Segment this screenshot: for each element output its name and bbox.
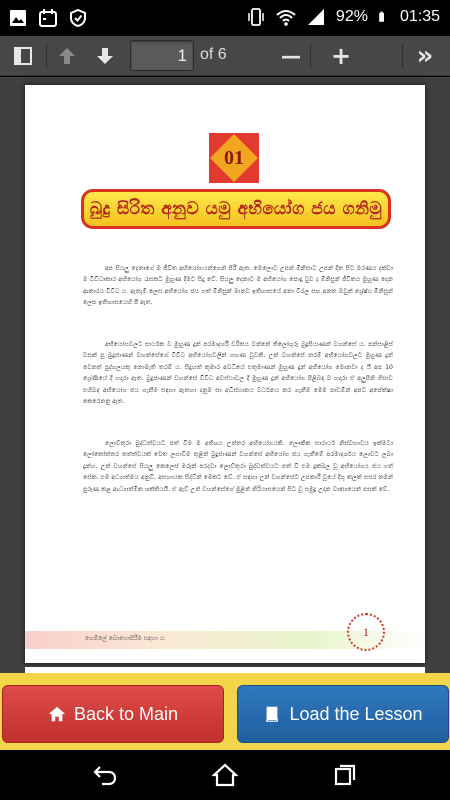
next-page-button[interactable] bbox=[88, 40, 122, 72]
home-icon bbox=[48, 705, 66, 723]
more-tools-button[interactable]: » bbox=[416, 41, 434, 71]
arrow-up-icon bbox=[57, 46, 77, 66]
sidebar-toggle-button[interactable] bbox=[6, 40, 40, 72]
toolbar-separator bbox=[310, 44, 311, 68]
paragraph: ලොව්තුරා බුද්ධත්වයට පත් වීම ම අතිශය උත්තර අභියෝගයකි. ලෞකික සාරාර්ථ නිස්වභාවය ඉක්මවා ලෝකෝත්තර තත්ත්වයක් වෙත ලගාවීම තුළින් බුදුජාණන් වහන්සේ අභියෝග ජය ගැනීමේ පරමාදර්ශය ලොවට ලබා දුන්හ. උන් වහන්සේ සියලු කෙලෙස් මරුන් පරදවා ලොව්තුරා බුද්ධත්වයට පත් වී එම දුක්ඛල වූ අභියෝගය ජය ගත් සේක. එම අධ්‍යාත්මය අනුවී, අසහායක සිද්ධීන් මෙකට වේ. ඒ සඳහා උන් වහන්සේට උපකාරී වූයේ දිගු කලක් සසර තමන් පුරුණ කළ ආධ්‍යාත්මික ශක්තියයි. ඒ ඇව් උන් වහන්සේගේ මුළින් නිරියාසයෙන් සිට වූ සමුදු උදාන වාක්‍යයෙන් පසක් වේ. bbox=[83, 440, 393, 493]
shield-icon bbox=[68, 8, 88, 28]
battery-percent: 92% bbox=[335, 8, 368, 25]
toolbar-separator bbox=[402, 44, 403, 68]
clock: 01:35 bbox=[399, 8, 440, 25]
photo-icon bbox=[8, 8, 28, 28]
notification-icons bbox=[8, 8, 88, 28]
paragraph: අප සියලු දෙනාගේ ම ජීවිත අභියෝගයන්ගෙන් පිරී ඇත. මෙලොව උපන් මිනිසාට උපන් දින සිට මරණය දක්වා ම විවිධාකාර අභියෝග රැසකට මුහුණ දීමට සිදු වේ. සියලු දෙනාට ම අභියෝග පොදු වුව ද මිනිසුන් ජීවිතය මුහුණ දෙන ආකාරය විවිධ ය. ඇතැම් ලෙස අභියෝග ජය ගත් මිනිසුන් මානව ඉතිහාසයේ අනා විරල සහ අනත ඔවුන් ශ්‍රේෂ්ඨ මිනිසුන් ලෙස ඉතිහාසයෙහි පී ඇත. bbox=[83, 265, 393, 307]
system-icons bbox=[246, 7, 440, 27]
footer-text: හෙම්ලේ බොහොපිරීම සඳහා ය. bbox=[85, 635, 166, 642]
lesson-number-badge bbox=[209, 133, 259, 183]
back-to-main-label: Back to Main bbox=[73, 703, 179, 724]
toolbar-separator bbox=[46, 44, 47, 68]
home-nav-icon bbox=[212, 763, 238, 787]
previous-page-button[interactable] bbox=[50, 40, 84, 72]
pdf-toolbar bbox=[0, 36, 450, 76]
back-icon bbox=[92, 764, 118, 786]
page-number-input[interactable]: 1 bbox=[130, 40, 194, 71]
home-nav-button[interactable] bbox=[210, 760, 240, 790]
navigation-bar bbox=[0, 750, 450, 800]
battery-icon bbox=[378, 7, 390, 27]
pdf-page bbox=[25, 85, 425, 663]
recents-icon bbox=[333, 763, 357, 787]
sidebar-icon bbox=[13, 46, 33, 66]
load-lesson-label: Load the Lesson bbox=[289, 703, 423, 724]
lesson-title: බුදු සිරිත අනුව යමු අභියෝග ජය ගනිමු bbox=[81, 189, 391, 229]
paragraph: අභියෝගවලට සාර්ථක ව මුහුණ දුන් පරමාදර්ශී චරිතය වන්නේ තිලෝගුරු බුදුපියාණන් වහන්සේ ය. පන්සාළිස් වසක් පු බුදුජාණන් වහන්සේගේ විවිධ අභියෝගවලින් ගහණ වූවකි. උන් වහන්සේ තරම් අභියෝගවලට මුහුණ දුන් වෙනත් පුද්ගලයකු නොමැති තරම් ය. සිදුහත් කුමාර අවධියේ එතුමාණන් මුහුණ දුන් අභියෝග මොනවා ද යි අප 10 ශ්‍රේණියේ දී හදාරා ඇත. බුදුජාණන් වහන්සේ විවිධ අවස්ථාවල දී මුහුණ දුන් අභියෝග පිළිබඳ ව හදාරා ඒ අලුපිනි ගිසාව එහිබඳ අභියෝග ජය ගැනීම සඳහා ඇතහා දනුම සා අධිස්ඨානය වර්ධනය කර ගැනීම මෙම පාඩමින් අපට අපේක්ෂා කෙරෙනනු ඇත. bbox=[83, 341, 393, 406]
back-nav-button[interactable] bbox=[90, 760, 120, 790]
zoom-in-button[interactable]: + bbox=[330, 42, 352, 70]
status-bar bbox=[0, 0, 450, 36]
footer-page-number: 1 bbox=[363, 625, 369, 639]
calendar-icon bbox=[38, 8, 58, 28]
page-count-label: of 6 bbox=[200, 46, 227, 63]
back-to-main-button[interactable] bbox=[2, 685, 224, 743]
wifi-icon bbox=[276, 7, 296, 27]
book-icon bbox=[263, 705, 281, 723]
arrow-down-icon bbox=[95, 46, 115, 66]
action-bar bbox=[0, 673, 450, 750]
recents-nav-button[interactable] bbox=[330, 760, 360, 790]
signal-icon bbox=[306, 7, 326, 27]
lesson-number: 01 bbox=[224, 147, 244, 169]
pdf-viewer[interactable] bbox=[0, 77, 450, 673]
phone-vibrate-icon bbox=[246, 7, 266, 27]
zoom-out-button[interactable]: — bbox=[281, 44, 301, 68]
load-lesson-button[interactable] bbox=[237, 685, 449, 743]
